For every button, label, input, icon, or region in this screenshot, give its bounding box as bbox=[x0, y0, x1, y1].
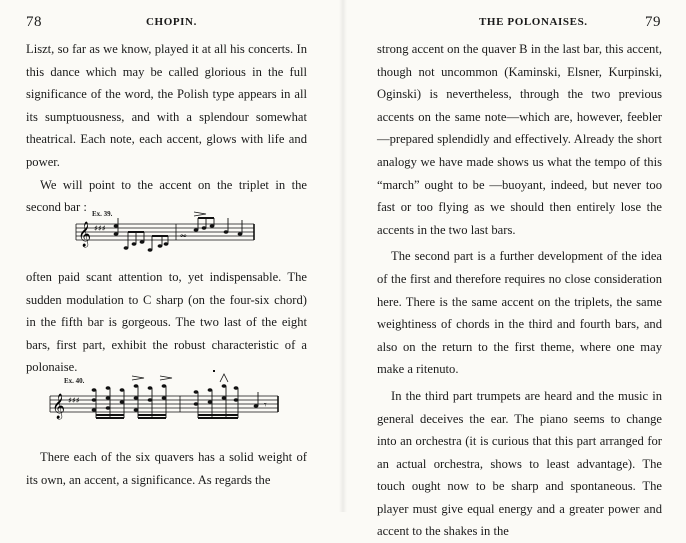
paragraph: There each of the six quavers has a solid weight of its own, an accent, a significance. As regards the bbox=[26, 450, 307, 487]
svg-text:𝄞: 𝄞 bbox=[52, 394, 66, 419]
left-text-block-3 bbox=[26, 446, 307, 491]
treble-clef: 𝄞 bbox=[78, 222, 92, 247]
right-header bbox=[375, 14, 665, 34]
example-39-label: Ex. 39. bbox=[92, 210, 113, 218]
svg-text:𝄾: 𝄾 bbox=[264, 400, 267, 411]
paragraph: often paid scant attention to, yet indispensable. The sudden modulation to C sharp (on the four-six chord) in the fifth bar is gorgeous. The two last of the eight bars, first part, exhibit the robust characteristic of a polonaise. bbox=[26, 270, 307, 375]
paragraph: Liszt, so far as we know, played it at all his concerts. In this dance which may be called glorious in the full significance of the word, the Polish type appears in all its sumptuousness, and with a splendour somewhat theatrical. Each note, each accent, glows with life and power. bbox=[26, 42, 307, 169]
music-example-39 bbox=[76, 214, 258, 258]
left-page-number: 78 bbox=[26, 14, 42, 30]
right-page-number: 79 bbox=[645, 14, 661, 30]
sharps: ♯♯♯ bbox=[94, 224, 106, 233]
paragraph: The second part is a further development of the idea of the first and therefore requires no close consideration here. There is the same accent on the triplets, the same weightiness of chords in the third and fourth bars, and also on the return to the first theme, where one may make a ritenuto. bbox=[377, 249, 662, 377]
right-text-block bbox=[377, 38, 662, 543]
paragraph: We will point to the accent on the triplet in the second bar : bbox=[26, 177, 307, 215]
svg-text:♯♯♯: ♯♯♯ bbox=[68, 396, 80, 405]
left-text-block-2 bbox=[26, 266, 307, 379]
paragraph: In the third part trumpets are heard and the music in general deceives the ear. The piano seems to change into an orchestra (it is curious that this part arranged for an actual orchestra, shows to least advantage). The touch ought now to be sharp and spontaneous. The player must give equal energy and a greater power and accent to the shakes in the bbox=[377, 388, 662, 539]
paragraph: strong accent on the quaver B in the last bar, this accent, though not uncommon (Kaminski, Elsner, Kurpinski, Oginski) is nevertheless, through the two previous accents on the same note—which are, however, feebler—prepared splendidly and effectively. Already the short analogy we have made shows us what the tempo of this “march” ought to be —buoyant, indeed, but never too fast or too flying as we should then entirely lose the accents in the two last bars. bbox=[377, 42, 662, 237]
page-gutter bbox=[339, 0, 347, 512]
left-text-block-1 bbox=[26, 38, 307, 219]
example-40-label: Ex. 40. bbox=[64, 377, 85, 385]
turn-ornament: 𝆗 bbox=[180, 227, 187, 241]
music-example-40 bbox=[50, 372, 282, 430]
left-running-head: CHOPIN. bbox=[146, 16, 197, 28]
left-header bbox=[26, 14, 316, 34]
right-running-head: THE POLONAISES. bbox=[479, 16, 588, 28]
